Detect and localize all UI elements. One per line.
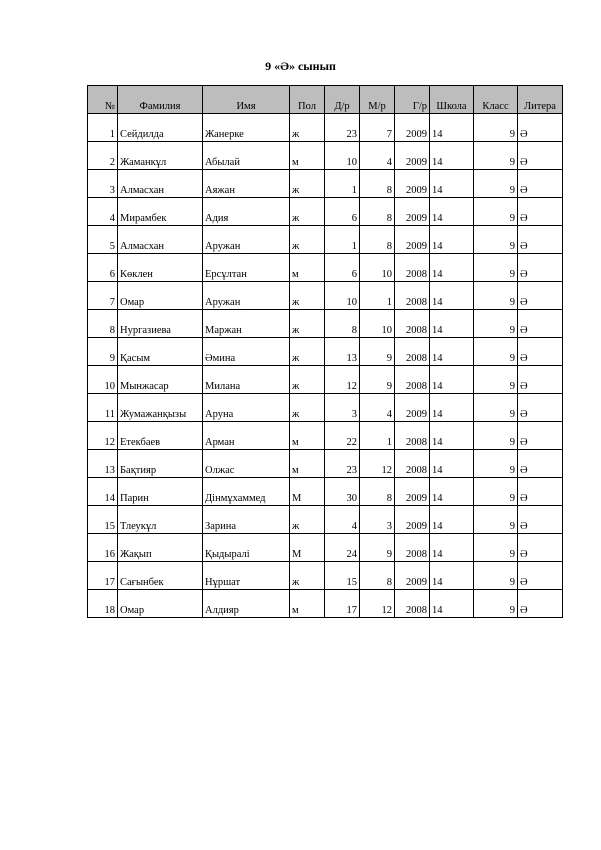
cell-surname: Омар — [118, 590, 203, 618]
cell-birth-day: 10 — [325, 282, 360, 310]
cell-birth-month: 8 — [360, 562, 395, 590]
cell-birth-year: 2008 — [395, 590, 430, 618]
cell-school: 14 — [430, 282, 474, 310]
cell-surname: Алмасхан — [118, 170, 203, 198]
cell-name: Алдияр — [203, 590, 290, 618]
cell-birth-day: 3 — [325, 394, 360, 422]
table-row — [88, 198, 563, 226]
cell-class: 9 — [474, 338, 518, 366]
cell-birth-year: 2009 — [395, 478, 430, 506]
cell-number: 8 — [88, 310, 118, 338]
cell-birth-day: 15 — [325, 562, 360, 590]
cell-letter: Ә — [518, 534, 563, 562]
cell-letter: Ә — [518, 170, 563, 198]
cell-number: 18 — [88, 590, 118, 618]
cell-school: 14 — [430, 198, 474, 226]
cell-school: 14 — [430, 534, 474, 562]
cell-birth-month: 1 — [360, 282, 395, 310]
cell-gender: м — [290, 590, 325, 618]
cell-gender: ж — [290, 394, 325, 422]
cell-birth-day: 1 — [325, 226, 360, 254]
cell-school: 14 — [430, 422, 474, 450]
cell-school: 14 — [430, 478, 474, 506]
cell-number: 4 — [88, 198, 118, 226]
cell-birth-year: 2009 — [395, 226, 430, 254]
cell-name: Ерсұлтан — [203, 254, 290, 282]
header-birth-month: М/р — [360, 86, 395, 114]
cell-birth-month: 10 — [360, 310, 395, 338]
cell-birth-month: 1 — [360, 422, 395, 450]
cell-birth-day: 22 — [325, 422, 360, 450]
cell-name: Нұршат — [203, 562, 290, 590]
cell-birth-year: 2008 — [395, 254, 430, 282]
cell-birth-day: 13 — [325, 338, 360, 366]
cell-gender: М — [290, 534, 325, 562]
cell-birth-year: 2009 — [395, 562, 430, 590]
cell-birth-year: 2008 — [395, 534, 430, 562]
cell-birth-year: 2008 — [395, 450, 430, 478]
cell-class: 9 — [474, 282, 518, 310]
cell-number: 15 — [88, 506, 118, 534]
cell-birth-year: 2009 — [395, 506, 430, 534]
table-row — [88, 534, 563, 562]
cell-birth-day: 10 — [325, 142, 360, 170]
cell-school: 14 — [430, 226, 474, 254]
table-row — [88, 422, 563, 450]
header-number: № — [88, 86, 118, 114]
table-row — [88, 394, 563, 422]
cell-class: 9 — [474, 114, 518, 142]
cell-number: 14 — [88, 478, 118, 506]
cell-school: 14 — [430, 506, 474, 534]
cell-school: 14 — [430, 114, 474, 142]
cell-surname: Мирамбек — [118, 198, 203, 226]
header-gender: Пол — [290, 86, 325, 114]
cell-school: 14 — [430, 590, 474, 618]
cell-class: 9 — [474, 562, 518, 590]
cell-letter: Ә — [518, 282, 563, 310]
table-row — [88, 254, 563, 282]
table-row — [88, 310, 563, 338]
cell-birth-day: 6 — [325, 254, 360, 282]
cell-birth-year: 2008 — [395, 310, 430, 338]
cell-birth-month: 8 — [360, 478, 395, 506]
cell-name: Абылай — [203, 142, 290, 170]
cell-birth-month: 10 — [360, 254, 395, 282]
cell-birth-month: 9 — [360, 366, 395, 394]
cell-number: 9 — [88, 338, 118, 366]
cell-number: 1 — [88, 114, 118, 142]
cell-birth-year: 2009 — [395, 114, 430, 142]
cell-gender: ж — [290, 282, 325, 310]
cell-birth-year: 2009 — [395, 170, 430, 198]
cell-name: Дінмұхаммед — [203, 478, 290, 506]
cell-letter: Ә — [518, 562, 563, 590]
cell-surname: Көклен — [118, 254, 203, 282]
cell-number: 2 — [88, 142, 118, 170]
cell-gender: ж — [290, 226, 325, 254]
cell-birth-month: 4 — [360, 142, 395, 170]
cell-birth-year: 2009 — [395, 142, 430, 170]
cell-letter: Ә — [518, 394, 563, 422]
cell-birth-day: 4 — [325, 506, 360, 534]
cell-class: 9 — [474, 366, 518, 394]
header-class: Класс — [474, 86, 518, 114]
cell-name: Жанерке — [203, 114, 290, 142]
header-letter: Литера — [518, 86, 563, 114]
cell-birth-day: 23 — [325, 114, 360, 142]
cell-name: Аружан — [203, 282, 290, 310]
cell-birth-year: 2009 — [395, 198, 430, 226]
cell-class: 9 — [474, 422, 518, 450]
cell-gender: м — [290, 422, 325, 450]
cell-class: 9 — [474, 478, 518, 506]
cell-gender: ж — [290, 310, 325, 338]
cell-gender: ж — [290, 114, 325, 142]
cell-letter: Ә — [518, 310, 563, 338]
cell-school: 14 — [430, 450, 474, 478]
cell-birth-year: 2008 — [395, 422, 430, 450]
cell-name: Милана — [203, 366, 290, 394]
cell-birth-day: 30 — [325, 478, 360, 506]
cell-birth-month: 9 — [360, 534, 395, 562]
table-row — [88, 366, 563, 394]
cell-letter: Ә — [518, 366, 563, 394]
table-row — [88, 142, 563, 170]
student-table — [87, 85, 563, 618]
table-row — [88, 282, 563, 310]
cell-class: 9 — [474, 142, 518, 170]
cell-birth-day: 24 — [325, 534, 360, 562]
cell-class: 9 — [474, 450, 518, 478]
cell-gender: ж — [290, 506, 325, 534]
cell-letter: Ә — [518, 478, 563, 506]
cell-gender: ж — [290, 198, 325, 226]
cell-gender: ж — [290, 170, 325, 198]
cell-birth-day: 23 — [325, 450, 360, 478]
cell-birth-month: 8 — [360, 226, 395, 254]
header-surname: Фамилия — [118, 86, 203, 114]
cell-birth-day: 1 — [325, 170, 360, 198]
cell-birth-month: 8 — [360, 198, 395, 226]
cell-letter: Ә — [518, 142, 563, 170]
cell-surname: Мынжасар — [118, 366, 203, 394]
cell-school: 14 — [430, 562, 474, 590]
cell-surname: Сейдилда — [118, 114, 203, 142]
cell-surname: Алмасхан — [118, 226, 203, 254]
table-row — [88, 226, 563, 254]
cell-gender: ж — [290, 338, 325, 366]
cell-birth-year: 2008 — [395, 338, 430, 366]
cell-surname: Жумажанқызы — [118, 394, 203, 422]
cell-birth-month: 12 — [360, 450, 395, 478]
cell-number: 3 — [88, 170, 118, 198]
cell-number: 12 — [88, 422, 118, 450]
cell-birth-day: 8 — [325, 310, 360, 338]
header-birth-year: Г/р — [395, 86, 430, 114]
cell-number: 6 — [88, 254, 118, 282]
cell-surname: Етекбаев — [118, 422, 203, 450]
cell-surname: Бақтияр — [118, 450, 203, 478]
cell-name: Аяжан — [203, 170, 290, 198]
cell-school: 14 — [430, 254, 474, 282]
table-row — [88, 506, 563, 534]
cell-class: 9 — [474, 534, 518, 562]
page-title: 9 «Ә» сынып — [265, 59, 336, 73]
table-row — [88, 562, 563, 590]
cell-gender: м — [290, 142, 325, 170]
cell-letter: Ә — [518, 450, 563, 478]
table-row — [88, 114, 563, 142]
cell-school: 14 — [430, 366, 474, 394]
header-school: Школа — [430, 86, 474, 114]
cell-number: 11 — [88, 394, 118, 422]
cell-birth-month: 3 — [360, 506, 395, 534]
table-body — [88, 114, 563, 618]
table-row — [88, 338, 563, 366]
cell-name: Арман — [203, 422, 290, 450]
cell-letter: Ә — [518, 114, 563, 142]
cell-school: 14 — [430, 170, 474, 198]
cell-birth-month: 7 — [360, 114, 395, 142]
cell-class: 9 — [474, 170, 518, 198]
cell-surname: Жақып — [118, 534, 203, 562]
cell-letter: Ә — [518, 338, 563, 366]
cell-birth-year: 2008 — [395, 366, 430, 394]
header-birth-day: Д/р — [325, 86, 360, 114]
cell-birth-day: 6 — [325, 198, 360, 226]
cell-gender: м — [290, 450, 325, 478]
cell-number: 10 — [88, 366, 118, 394]
cell-birth-year: 2008 — [395, 282, 430, 310]
cell-birth-month: 12 — [360, 590, 395, 618]
cell-gender: ж — [290, 562, 325, 590]
cell-birth-month: 4 — [360, 394, 395, 422]
table-row — [88, 450, 563, 478]
cell-class: 9 — [474, 590, 518, 618]
cell-surname: Қасым — [118, 338, 203, 366]
cell-number: 16 — [88, 534, 118, 562]
cell-surname: Парин — [118, 478, 203, 506]
cell-name: Зарина — [203, 506, 290, 534]
cell-class: 9 — [474, 198, 518, 226]
cell-name: Қыдыралі — [203, 534, 290, 562]
cell-number: 17 — [88, 562, 118, 590]
cell-class: 9 — [474, 310, 518, 338]
cell-gender: м — [290, 254, 325, 282]
cell-surname: Тлеукұл — [118, 506, 203, 534]
cell-birth-day: 12 — [325, 366, 360, 394]
cell-number: 7 — [88, 282, 118, 310]
cell-school: 14 — [430, 310, 474, 338]
cell-letter: Ә — [518, 590, 563, 618]
cell-class: 9 — [474, 226, 518, 254]
cell-name: Маржан — [203, 310, 290, 338]
cell-class: 9 — [474, 506, 518, 534]
cell-name: Әмина — [203, 338, 290, 366]
cell-letter: Ә — [518, 422, 563, 450]
cell-letter: Ә — [518, 198, 563, 226]
cell-name: Аружан — [203, 226, 290, 254]
table-row — [88, 478, 563, 506]
cell-letter: Ә — [518, 254, 563, 282]
table-row — [88, 590, 563, 618]
cell-surname: Сағынбек — [118, 562, 203, 590]
cell-surname: Нургазиева — [118, 310, 203, 338]
cell-class: 9 — [474, 254, 518, 282]
cell-letter: Ә — [518, 506, 563, 534]
cell-school: 14 — [430, 142, 474, 170]
cell-number: 5 — [88, 226, 118, 254]
cell-birth-year: 2009 — [395, 394, 430, 422]
cell-gender: ж — [290, 366, 325, 394]
cell-birth-day: 17 — [325, 590, 360, 618]
table-row — [88, 170, 563, 198]
cell-school: 14 — [430, 394, 474, 422]
cell-number: 13 — [88, 450, 118, 478]
header-name: Имя — [203, 86, 290, 114]
cell-surname: Жаманкұл — [118, 142, 203, 170]
cell-birth-month: 8 — [360, 170, 395, 198]
cell-letter: Ә — [518, 226, 563, 254]
cell-birth-month: 9 — [360, 338, 395, 366]
cell-surname: Омар — [118, 282, 203, 310]
cell-gender: М — [290, 478, 325, 506]
cell-name: Олжас — [203, 450, 290, 478]
cell-name: Аруна — [203, 394, 290, 422]
cell-school: 14 — [430, 338, 474, 366]
table-header-row — [88, 86, 563, 114]
cell-name: Адия — [203, 198, 290, 226]
cell-class: 9 — [474, 394, 518, 422]
